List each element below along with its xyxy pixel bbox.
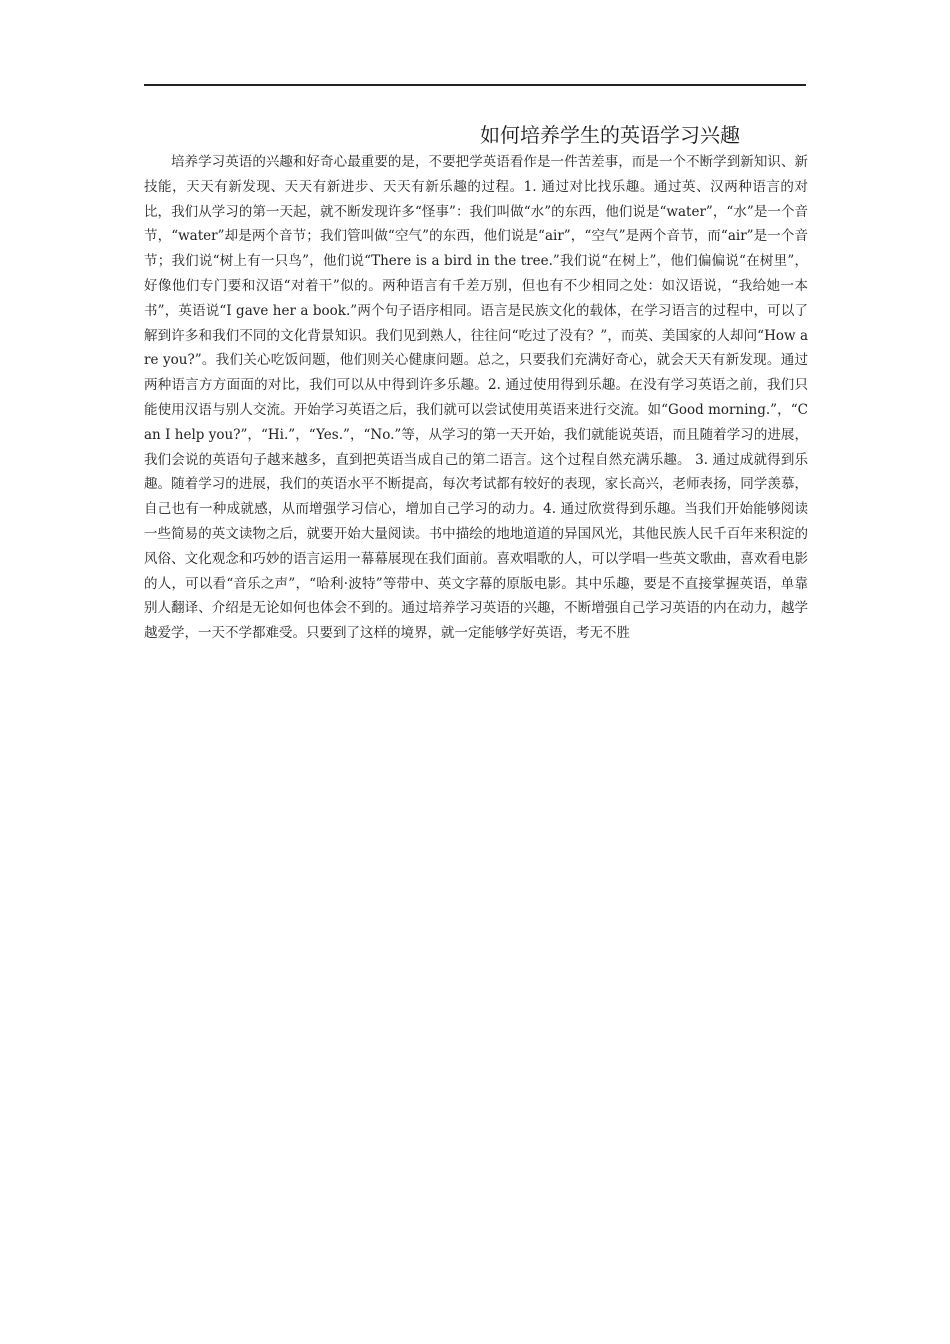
header-rule bbox=[144, 84, 806, 86]
document-body: 培养学习英语的兴趣和好奇心最重要的是，不要把学英语看作是一件苦差事，而是一个不断学到新知识、新技能，天天有新发现、天天有新进步、天天有新乐趣的过程。1. 通过对比找乐趣。通过英、汉两种语言的对比，我们从学习的第一天起，就不断发现许多“怪事”：我们叫做“水”的东西，他们说是“water”，“水”是一个音节，“water”却是两个音节；我们管叫做“空气”的东西，他们说是“air”，“空气”是两个音节，而“air”是一个音节；我们说“树上有一只鸟”，他们说“There is a bird in the tree.”我们说“在树上”，他们偏偏说“在树里”，好像他们专门要和汉语“对着干”似的。两种语言有千差万别，但也有不少相同之处：如汉语说，“我给她一本书”，英语说“I gave her a book.”两个句子语序相同。语言是民族文化的载体，在学习语言的过程中，可以了解到许多和我们不同的文化背景知识。我们见到熟人，往往问“吃过了没有？”，而英、美国家的人却问“How are you?”。我们关心吃饭问题，他们则关心健康问题。总之，只要我们充满好奇心，就会天天有新发现。通过两种语言方方面面的对比，我们可以从中得到许多乐趣。2. 通过使用得到乐趣。在没有学习英语之前，我们只能使用汉语与别人交流。开始学习英语之后，我们就可以尝试使用英语来进行交流。如“Good morning.”，“Can I help you?”，“Hi.”，“Yes.”，“No.”等，从学习的第一天开始，我们就能说英语，而且随着学习的进展，我们会说的英语句子越来越多，直到把英语当成自己的第二语言。这个过程自然充满乐趣。 3. 通过成就得到乐趣。随着学习的进展，我们的英语水平不断提高，每次考试都有较好的表现，家长高兴，老师表扬，同学羡慕，自己也有一种成就感，从而增强学习信心，增加自己学习的动力。4. 通过欣赏得到乐趣。当我们开始能够阅读一些简易的英文读物之后，就要开始大量阅读。书中描绘的地地道道的异国风光，其他民族人民千百年来积淀的风俗、文化观念和巧妙的语言运用一幕幕展现在我们面前。喜欢唱歌的人，可以学唱一些英文歌曲，喜欢看电影的人，可以看“音乐之声”，“哈利·波特”等带中、英文字幕的原版电影。其中乐趣，要是不直接掌握英语，单靠别人翻译、介绍是无论如何也体会不到的。通过培养学习英语的兴趣，不断增强自己学习英语的内在动力，越学越爱学，一天不学都难受。只要到了这样的境界，就一定能够学好英语，考无不胜 bbox=[144, 154, 808, 642]
document-title: 如何培养学生的英语学习兴趣 bbox=[480, 123, 740, 147]
